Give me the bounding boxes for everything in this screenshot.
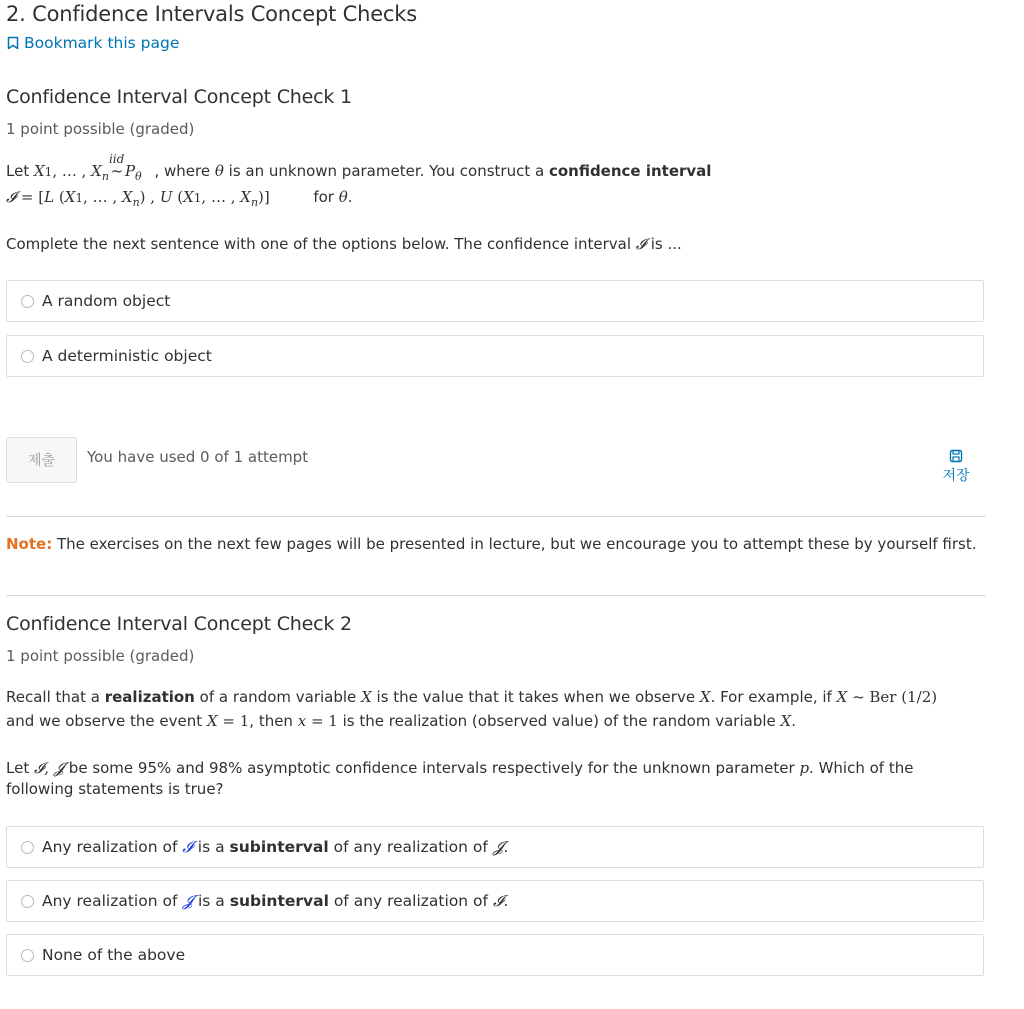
page-title: 2. Confidence Intervals Concept Checks: [6, 2, 417, 26]
radio-button[interactable]: [21, 949, 34, 962]
option-j-subinterval-of-i[interactable]: Any realization of 𝓙 is a subinterval of any realization of 𝓘 .: [6, 880, 984, 922]
option-random-object[interactable]: [6, 280, 984, 322]
statement-text: is the value that it takes when we observe: [376, 688, 696, 706]
option-deterministic-object[interactable]: [6, 335, 984, 377]
statement-text: . For example, if: [710, 688, 832, 706]
option-label: Any realization of: [42, 838, 178, 856]
option-none-of-the-above[interactable]: [6, 934, 984, 976]
statement-text: be some 95% and 98% asymptotic confidence intervals respectively for the unknown parameter: [68, 759, 795, 777]
option-label: A deterministic object: [42, 347, 212, 365]
statement-text: for: [313, 188, 334, 206]
math-sample: X: [33, 162, 45, 180]
statement-text: Recall that a: [6, 688, 100, 706]
option-label: None of the above: [42, 946, 186, 964]
attempts-text: You have used 0 of 1 attempt: [87, 448, 309, 466]
submit-button[interactable]: 제출: [6, 437, 77, 483]
problem-1-statement-line-1: Let X1, … , $X_n$ iid ~ $P_\theta$ , where θ is an unknown parameter. You construct a confidence interval: [6, 152, 712, 183]
option-label: is a: [197, 838, 225, 856]
problem-2-points: 1 point possible (graded): [6, 647, 195, 665]
note-text: The exercises on the next few pages will be presented in lecture, but we encourage you to attempt these by yourself first.: [56, 535, 977, 553]
problem-1-statement-line-2: 𝓘 = [L (X1, … , $X_n$) , U (X1, … , $X_n$)] for θ.: [6, 188, 353, 209]
statement-text: Let: [6, 162, 30, 180]
note: [6, 535, 977, 553]
save-label: 저장: [942, 468, 970, 484]
problem-2-paragraph-2-line-1: Let 𝓘, 𝓙 be some 95% and 98% asymptotic confidence intervals respectively for the unknown parameter p. Which of the: [6, 759, 914, 777]
radio-button[interactable]: [21, 295, 34, 308]
option-label: of any realization of: [333, 892, 488, 910]
statement-text: of a random variable: [199, 688, 357, 706]
problem-1-points: 1 point possible (graded): [6, 120, 195, 138]
problem-1-question: Complete the next sentence with one of the options below. The confidence interval 𝓘 is ...: [6, 235, 682, 253]
problem-2-paragraph-1-line-2: and we observe the event X = 1, then x = 1 is the realization (observed value) of the random variable X.: [6, 712, 797, 730]
bookmark-button[interactable]: [6, 34, 179, 52]
problem-1-title: Confidence Interval Concept Check 1: [6, 86, 352, 108]
save-button[interactable]: [936, 449, 976, 485]
radio-button[interactable]: [21, 350, 34, 363]
problem-2-paragraph-1-line-1: Recall that a realization of a random variable X is the value that it takes when we observe X. For example, if X ~ Ber (1/2): [6, 688, 938, 706]
option-label: is a: [197, 892, 225, 910]
problem-2-title: Confidence Interval Concept Check 2: [6, 613, 352, 635]
question-text: is ...: [650, 235, 682, 253]
divider: [6, 516, 986, 517]
statement-text: . Which of the: [809, 759, 914, 777]
problem-2-paragraph-2-line-2: following statements is true?: [6, 780, 224, 798]
bold-term: subinterval: [229, 838, 329, 856]
radio-button[interactable]: [21, 895, 34, 908]
statement-text: , then: [249, 712, 293, 730]
save-icon: [949, 449, 963, 463]
radio-button[interactable]: [21, 841, 34, 854]
divider: [6, 595, 986, 596]
option-label: A random object: [42, 292, 171, 310]
note-label: Note:: [6, 535, 53, 553]
statement-text: and we observe the event: [6, 712, 203, 730]
option-label: Any realization of: [42, 892, 178, 910]
bold-term: confidence interval: [548, 162, 712, 180]
option-label: of any realization of: [333, 838, 488, 856]
bold-term: subinterval: [229, 892, 329, 910]
bookmark-label: Bookmark this page: [24, 34, 180, 52]
statement-text: is an unknown parameter. You construct a: [228, 162, 545, 180]
statement-text: is the realization (observed value) of the random variable: [342, 712, 776, 730]
question-text: Complete the next sentence with one of the options below. The confidence interval: [6, 235, 632, 253]
statement-text: , where: [154, 162, 211, 180]
option-i-subinterval-of-j[interactable]: Any realization of 𝓘 is a subinterval of any realization of 𝓙 .: [6, 826, 984, 868]
bold-term: realization: [104, 688, 195, 706]
statement-text: Let: [6, 759, 30, 777]
bookmark-icon: [6, 36, 20, 50]
